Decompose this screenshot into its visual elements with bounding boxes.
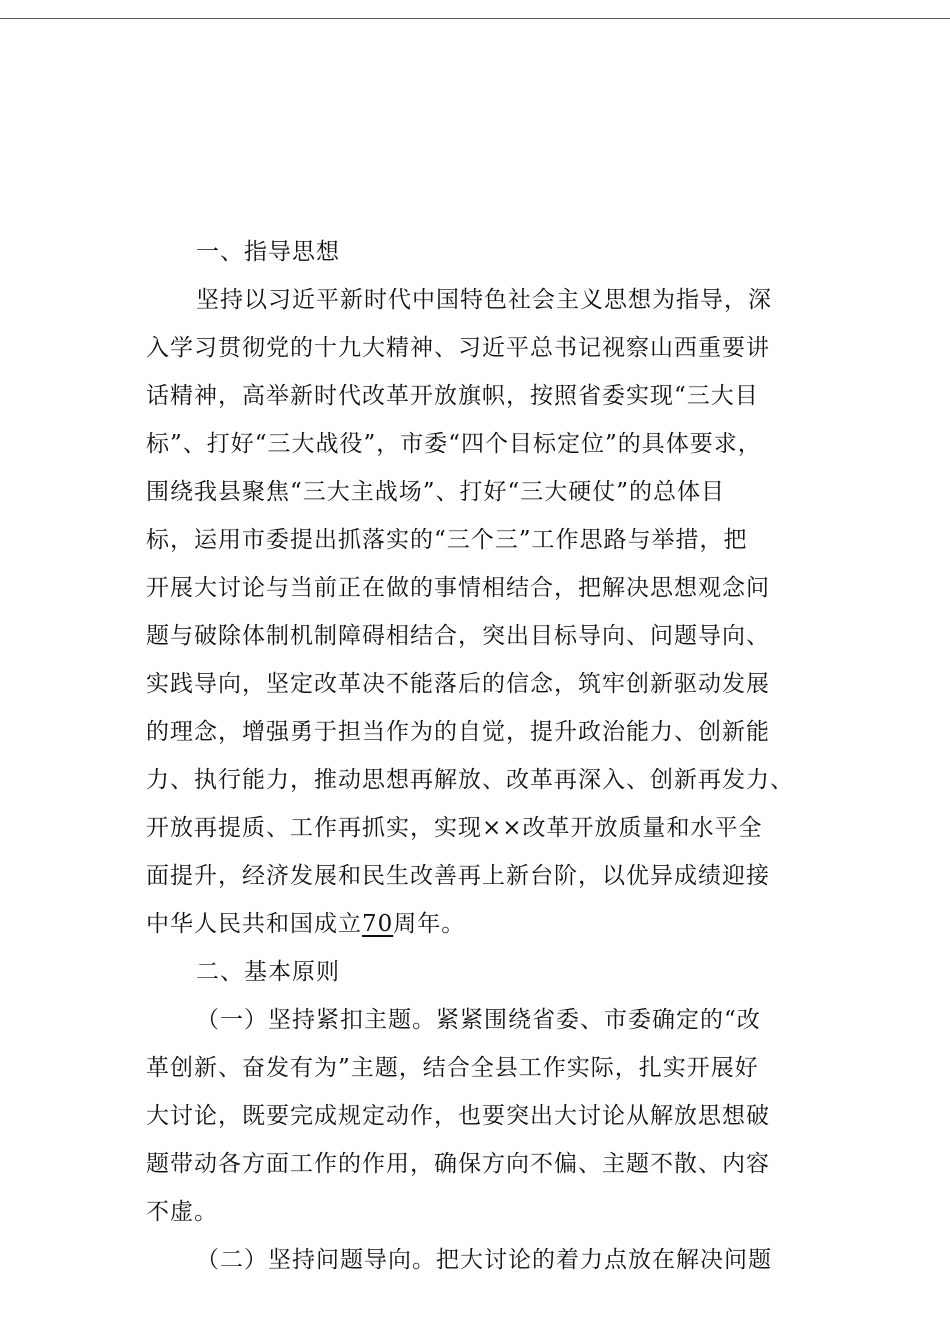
text-line: 不虚。	[146, 1199, 218, 1225]
text-line: 的理念，增强勇于担当作为的自觉，提升政治能力、创新能	[146, 719, 770, 745]
text-line	[146, 900, 826, 948]
text-line: 标，运用市委提出抓落实的“三个三”工作思路与举措，把	[146, 527, 748, 553]
text-segment: 中华人民共和国成立	[146, 911, 362, 937]
text-line: 力、执行能力，推动思想再解放、改革再深入、创新再发力、	[146, 767, 794, 793]
text-segment: 周年。	[393, 911, 466, 937]
underlined-number: 70	[362, 911, 394, 937]
text-line: 大讨论，既要完成规定动作，也要突出大讨论从解放思想破	[146, 1103, 770, 1129]
text-line: 一、指导思想	[196, 239, 340, 265]
document-body	[146, 228, 826, 1284]
text-line: 入学习贯彻党的十九大精神、习近平总书记视察山西重要讲	[146, 335, 770, 361]
text-line: 二、基本原则	[196, 959, 340, 985]
text-line: （一）坚持紧扣主题。紧紧围绕省委、市委确定的“改	[196, 1007, 761, 1033]
text-line: 开放再提质、工作再抓实，实现××改革开放质量和水平全	[146, 815, 763, 841]
text-line: 开展大讨论与当前正在做的事情相结合，把解决思想观念问	[146, 575, 770, 601]
text-line: 标”、打好“三大战役”，市委“四个目标定位”的具体要求，	[146, 431, 762, 457]
text-line: （二）坚持问题导向。把大讨论的着力点放在解决问题	[196, 1247, 772, 1273]
text-line: 围绕我县聚焦“三大主战场”、打好“三大硬仗”的总体目	[146, 479, 726, 505]
text-line: 题与破除体制机制障碍相结合，突出目标导向、问题导向、	[146, 623, 770, 649]
header-rule	[0, 18, 950, 19]
text-line: 实践导向，坚定改革决不能落后的信念，筑牢创新驱动发展	[146, 671, 770, 697]
text-line: 面提升，经济发展和民生改善再上新台阶，以优异成绩迎接	[146, 863, 770, 889]
text-line: 革创新、奋发有为”主题，结合全县工作实际，扎实开展好	[146, 1055, 759, 1081]
text-line: 题带动各方面工作的作用，确保方向不偏、主题不散、内容	[146, 1151, 770, 1177]
text-line: 话精神，高举新时代改革开放旗帜，按照省委实现“三大目	[146, 383, 759, 409]
text-line: 坚持以习近平新时代中国特色社会主义思想为指导，深	[196, 287, 772, 313]
